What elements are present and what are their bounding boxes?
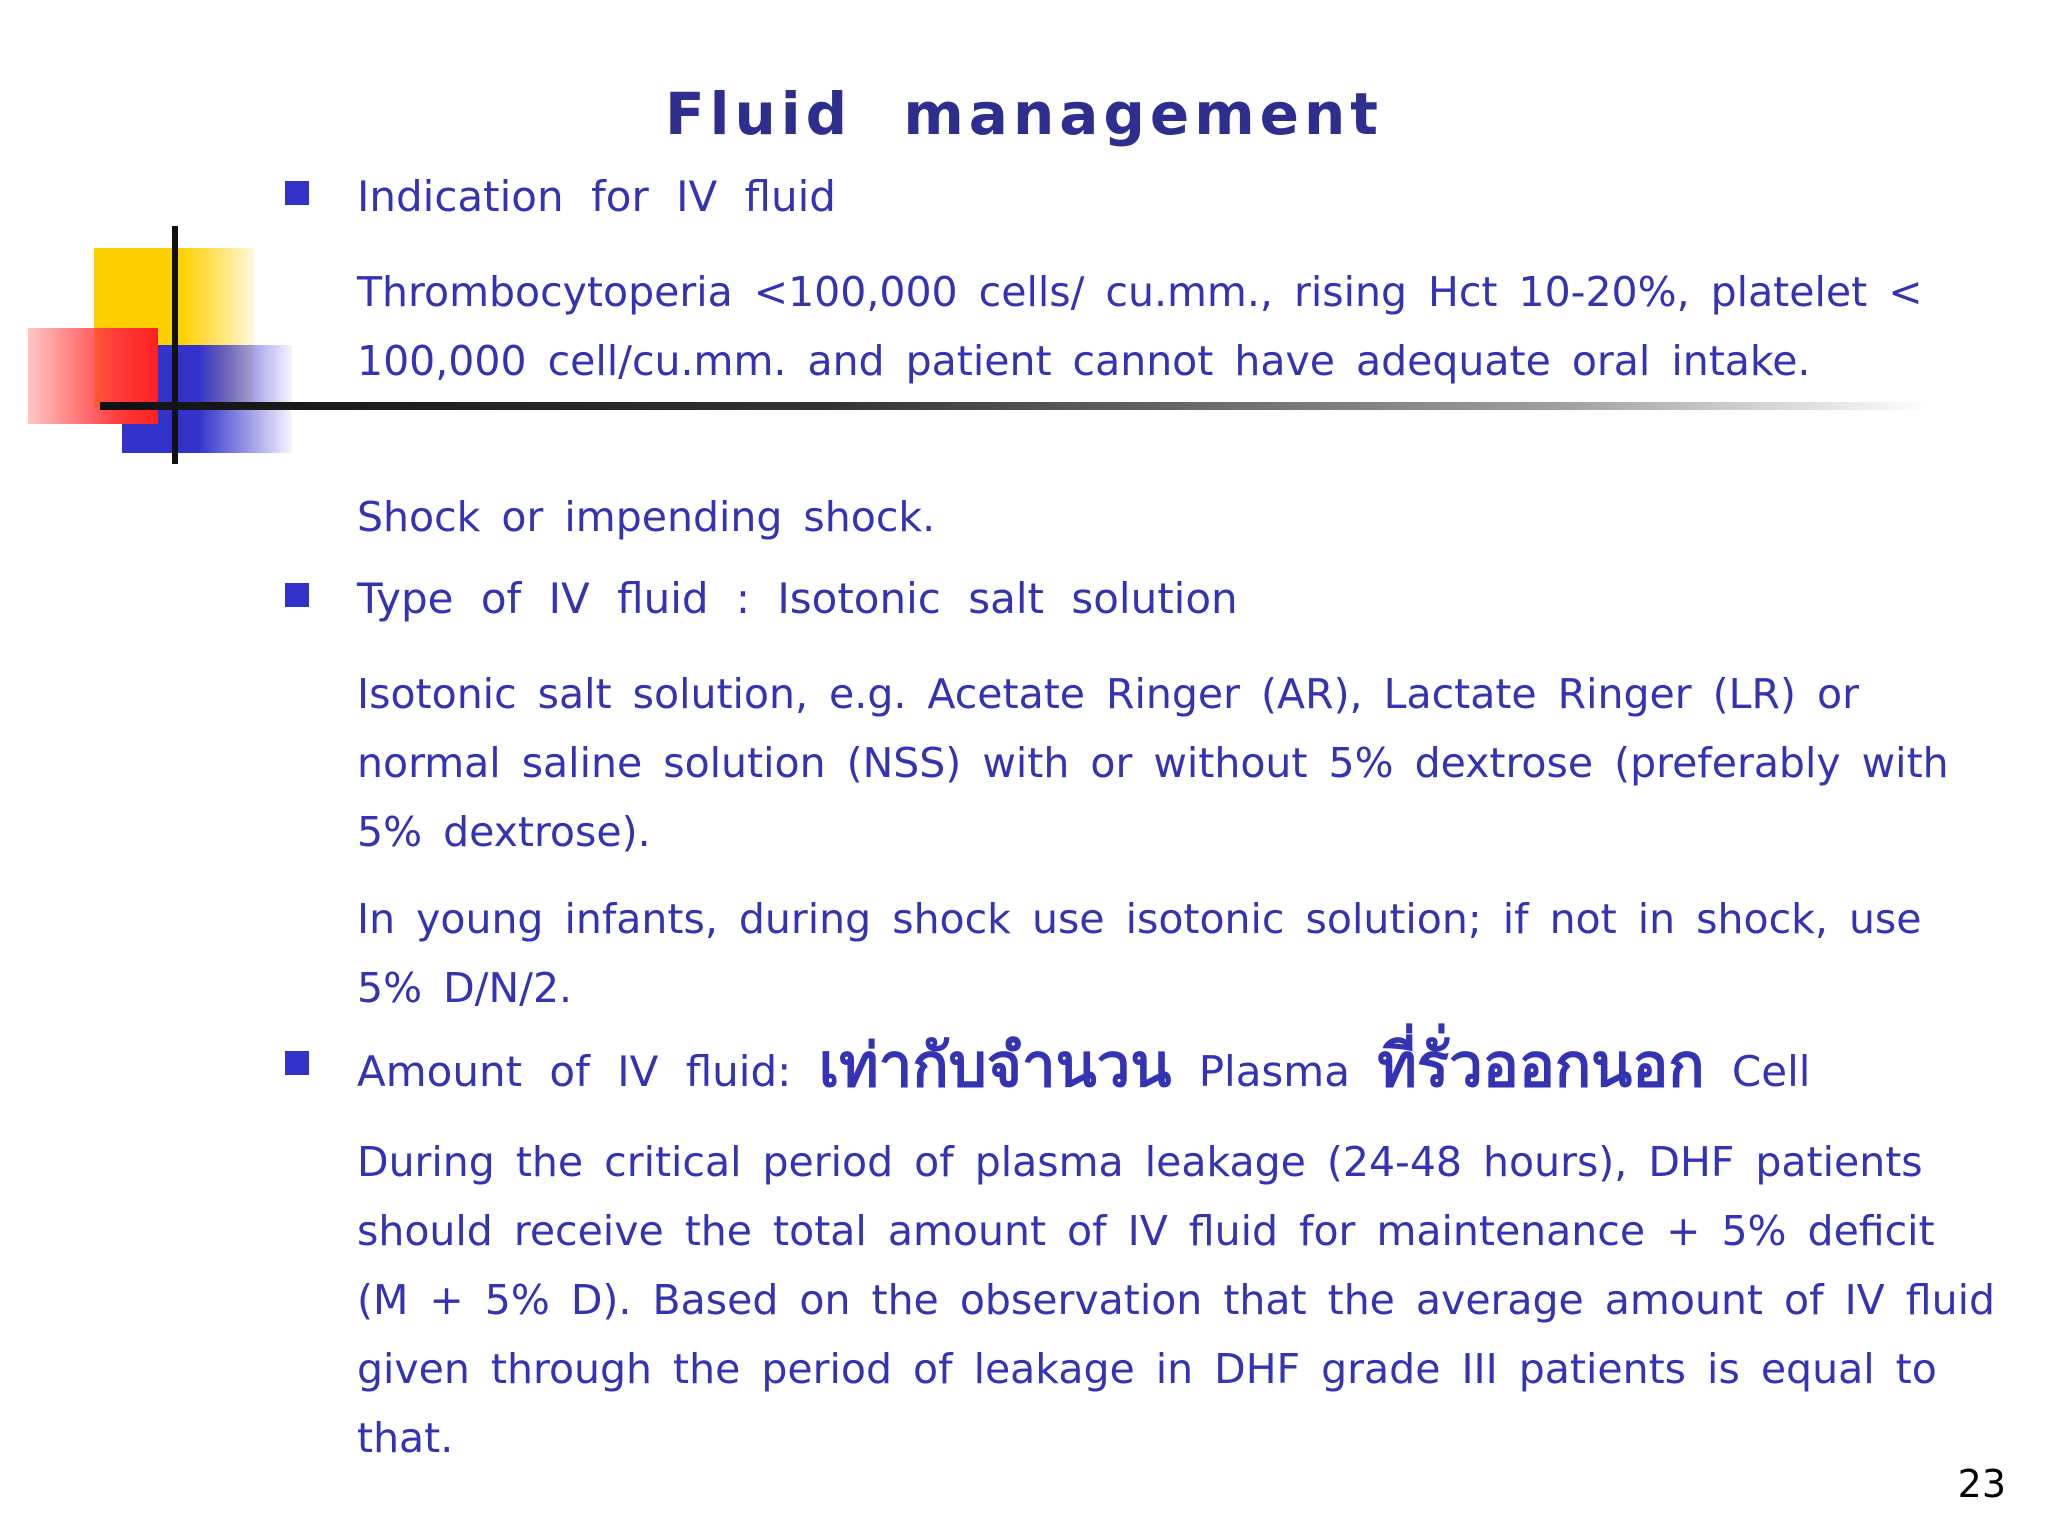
- page-number: 23: [1957, 1462, 2006, 1506]
- cell-label: Cell: [1704, 1047, 1811, 1096]
- paragraph-indication-criteria: Thrombocytoperia <100,000 cells/ cu.mm., rising Hct 10-20%, platelet < 100,000 cell/cu.mm. and patient cannot have adequate oral intake.: [357, 268, 1923, 385]
- plasma-label: Plasma: [1171, 1047, 1378, 1096]
- paragraph-young-infants: In young infants, during shock use isotonic solution; if not in shock, use 5% D/N/2.: [357, 895, 1922, 1012]
- decorative-block-graphic: [0, 0, 2048, 480]
- slide-title: Fluid management: [664, 80, 1384, 148]
- paragraph-shock: Shock or impending shock.: [357, 493, 936, 541]
- thai-text-equal-amount: เท่ากับจำนวน: [818, 1031, 1172, 1101]
- thai-text-leaked-out: ที่รั่วออกนอก: [1377, 1031, 1705, 1101]
- bullet-square-icon: [285, 583, 309, 607]
- bullet-text: [357, 1018, 1810, 1113]
- paragraph-critical-period: During the critical period of plasma leakage (24-48 hours), DHF patients should receive the total amount of IV fluid for maintenance + 5% deficit (M + 5% D). Based on the observation that the average amount of IV fluid given through the period of leakage in DHF grade III patients is equal to that.: [357, 1138, 1995, 1462]
- deco-vertical-line: [172, 226, 178, 464]
- deco-yellow-square: [94, 248, 254, 408]
- amount-label: Amount of IV fluid:: [357, 1047, 819, 1096]
- deco-red-square: [28, 328, 158, 424]
- bullet-text: Type of IV fluid : Isotonic salt solution: [357, 574, 1238, 623]
- paragraph-isotonic-solutions: Isotonic salt solution, e.g. Acetate Ringer (AR), Lactate Ringer (LR) or normal saline solution (NSS) with or without 5% dextrose (preferably with 5% dextrose).: [357, 670, 1949, 856]
- deco-horizontal-line: [100, 402, 1930, 410]
- bullet-square-icon: [285, 1051, 309, 1075]
- bullet-text: Indication for IV fluid: [357, 172, 836, 221]
- bullet-square-icon: [285, 181, 309, 205]
- deco-blue-square: [122, 345, 292, 453]
